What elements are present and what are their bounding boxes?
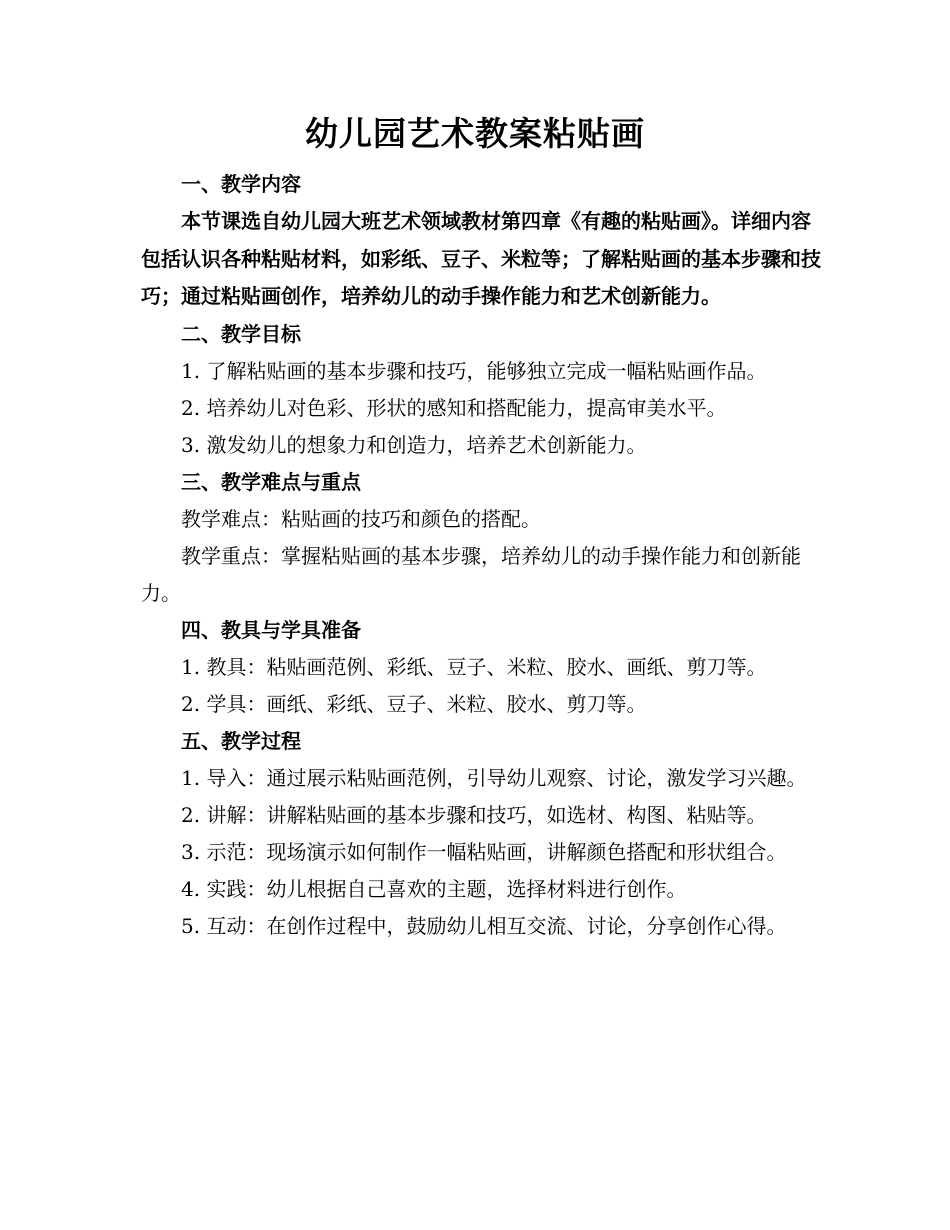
- document-title: 幼儿园艺术教案粘贴画: [305, 114, 645, 153]
- teaching-aids-item: 1. 教具：粘贴画范例、彩纸、豆子、米粒、胶水、画纸、剪刀等。: [181, 654, 767, 679]
- process-step-2: 2. 讲解：讲解粘贴画的基本步骤和技巧，如选材、构图、粘贴等。: [181, 802, 767, 827]
- document-body: [141, 166, 821, 945]
- goal-item-3: 3. 激发幼儿的想象力和创造力，培养艺术创新能力。: [181, 432, 647, 457]
- focus-paragraph: 教学重点：掌握粘贴画的基本步骤，培养幼儿的动手操作能力和创新能力。: [141, 543, 801, 605]
- learning-aids-item: 2. 学具：画纸、彩纸、豆子、米粒、胶水、剪刀等。: [181, 691, 647, 716]
- process-step-1: 1. 导入：通过展示粘贴画范例，引导幼儿观察、讨论，激发学习兴趣。: [181, 765, 807, 790]
- section-heading-key-points: 三、教学难点与重点: [181, 469, 361, 494]
- section-heading-goals: 二、教学目标: [181, 321, 301, 346]
- goal-item-1: 1. 了解粘贴画的基本步骤和技巧，能够独立完成一幅粘贴画作品。: [181, 358, 767, 383]
- section-heading-process: 五、教学过程: [181, 728, 301, 753]
- content-paragraph: 本节课选自幼儿园大班艺术领域教材第四章《有趣的粘贴画》。详细内容包括认识各种粘贴材料，如彩纸、豆子、米粒等；了解粘贴画的基本步骤和技巧；通过粘贴画创作，培养幼儿的动手操作能力和艺术创新能力。: [141, 209, 821, 308]
- section-heading-materials: 四、教具与学具准备: [181, 617, 361, 642]
- process-step-5: 5. 互动：在创作过程中，鼓励幼儿相互交流、讨论，分享创作心得。: [181, 913, 787, 938]
- process-step-4: 4. 实践：幼儿根据自己喜欢的主题，选择材料进行创作。: [181, 876, 687, 901]
- section-heading-content: 一、教学内容: [181, 172, 301, 196]
- goal-item-2: 2. 培养幼儿对色彩、形状的感知和搭配能力，提高审美水平。: [181, 395, 727, 420]
- process-step-3: 3. 示范：现场演示如何制作一幅粘贴画，讲解颜色搭配和形状组合。: [181, 839, 787, 864]
- difficulty-paragraph: 教学难点：粘贴画的技巧和颜色的搭配。: [181, 506, 541, 531]
